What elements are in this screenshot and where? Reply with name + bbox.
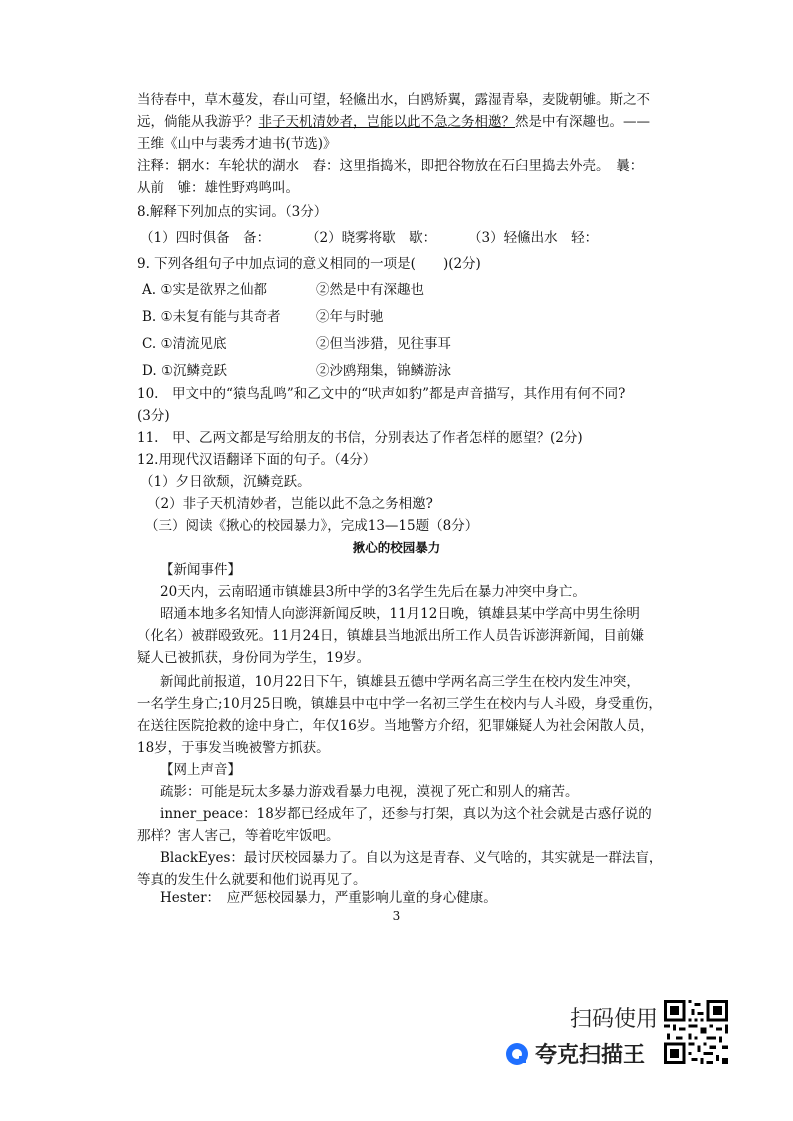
question-9-option-c <box>142 334 227 354</box>
web-comment: 疏影：可能是玩太多暴力游戏看暴力电视，漠视了死亡和别人的痛苦。 <box>160 784 579 800</box>
option-label: D. <box>142 363 157 379</box>
passage-line <box>137 112 650 132</box>
annotation-line: 从前 雊：雄性野鸡鸣叫。 <box>137 180 299 196</box>
underlined-sentence: 非子天机清妙者，岂能以此不急之务相邀？ <box>258 114 515 130</box>
question-12-sentence: （1）夕日欲颓，沉鳞竞跃。 <box>140 474 311 490</box>
option-label: C. <box>142 336 157 352</box>
passage-source: 王维《山中与裴秀才迪书(节选)》 <box>137 136 337 152</box>
question-8-item: （2）晓雾将歇 歇： <box>306 230 437 246</box>
option-right: ②沙鸥翔集，锦鳞游泳 <box>316 363 451 379</box>
annotation-line: 注释：辋水：车轮状的湖水 舂：这里指捣米，即把谷物放在石臼里捣去外壳。 曩： <box>137 158 644 174</box>
news-paragraph: 一名学生身亡;10月25日晚，镇雄县中屯中学一名初三学生在校内与人斗殴，身受重伤， <box>137 696 662 712</box>
quark-logo-icon <box>505 1042 529 1066</box>
news-paragraph: 18岁，于事发当晚被警方抓获。 <box>137 740 330 756</box>
option-right: ②但当涉猎，见往事耳 <box>316 336 451 352</box>
option-left: ①沉鳞竞跃 <box>160 363 228 379</box>
question-9-option-a <box>142 280 267 300</box>
web-comment: inner_peace：18岁都已经成年了，还参与打架，真以为这个社会就是古惑仔说的 <box>160 806 652 822</box>
web-comment: 那样？害人害己，等着吃牢饭吧。 <box>137 828 340 844</box>
question-9-option-d <box>142 361 227 381</box>
option-left: ①实是欲界之仙都 <box>160 282 267 298</box>
passage-line: 当待春中，草木蔓发，春山可望，轻鯈出水，白鸥矫翼，露湿青皋，麦陇朝雊。斯之不 <box>137 92 650 108</box>
news-tag: 【新闻事件】 <box>160 562 241 578</box>
option-right: ②然是中有深趣也 <box>316 282 424 298</box>
web-tag: 【网上声音】 <box>160 762 241 778</box>
page-number: 3 <box>392 909 401 923</box>
news-paragraph: 在送往医院抢救的途中身亡，年仅16岁。当地警方介绍，犯罪嫌疑人为社会闲散人员， <box>137 718 654 734</box>
scanner-brand <box>505 1038 645 1069</box>
question-8-stem: 8.解释下列加点的实词。（3分） <box>137 204 328 220</box>
option-label: A. <box>142 282 157 298</box>
question-12-sentence: （2）非子天机清妙者，岂能以此不急之务相邀? <box>147 496 433 512</box>
question-10-score: (3分) <box>137 408 170 424</box>
option-right: ②年与时驰 <box>316 309 384 325</box>
passage-text: 远，倘能从我游乎？ <box>137 114 259 130</box>
option-label: B. <box>142 309 157 325</box>
web-comment: Hester： 应严惩校园暴力，严重影响儿童的身心健康。 <box>160 890 497 906</box>
web-comment: 等真的发生什么就要和他们说再见了。 <box>137 872 367 888</box>
news-paragraph: 新闻此前报道，10月22日下午，镇雄县五德中学两名高三学生在校内发生冲突， <box>160 674 640 690</box>
news-paragraph: 昭通本地多名知情人向澎湃新闻反映，11月12日晚，镇雄县某中学高中男生徐明 <box>160 606 640 622</box>
question-10: 10. 甲文中的“猿鸟乱鸣”和乙文中的“吠声如豹”都是声音描写，其作用有何不同? <box>137 386 626 402</box>
article-title: 揪心的校园暴力 <box>352 540 441 555</box>
question-8-item: （3）轻鯈出水 轻： <box>468 230 599 246</box>
question-11: 11. 甲、乙两文都是写给朋友的书信，分别表达了作者怎样的愿望？(2分) <box>137 430 583 446</box>
passage-text: 然是中有深趣也。—— <box>515 114 650 130</box>
web-comment: BlackEyes：最讨厌校园暴力了。自以为这是青春、义气啥的，其实就是一群法盲， <box>160 850 663 866</box>
question-12-stem: 12.用现代汉语翻译下面的句子。（4分） <box>137 452 377 468</box>
news-paragraph: （化名）被群殴致死。11月24日，镇雄县当地派出所工作人员告诉澎湃新闻，目前嫌 <box>137 628 644 644</box>
section-heading: （三）阅读《揪心的校园暴力》，完成13—15题（8分） <box>145 518 479 534</box>
scan-to-use-label: 扫码使用 <box>570 1007 659 1032</box>
news-paragraph: 20天内，云南昭通市镇雄县3所中学的3名学生先后在暴力冲突中身亡。 <box>160 584 586 600</box>
option-left: ①未复有能与其奇者 <box>160 309 281 325</box>
brand-name: 夸克扫描王 <box>535 1043 646 1068</box>
question-9-option-b <box>142 307 281 327</box>
qr-code-icon[interactable] <box>664 1000 728 1064</box>
question-9-stem: 9. 下列各组句子中加点词的意义相同的一项是( )(2分) <box>137 256 481 272</box>
question-8-item: （1）四时俱备 备： <box>140 230 271 246</box>
news-paragraph: 疑人已被抓获，身份同为学生，19岁。 <box>137 650 371 666</box>
option-left: ①清流见底 <box>160 336 227 352</box>
